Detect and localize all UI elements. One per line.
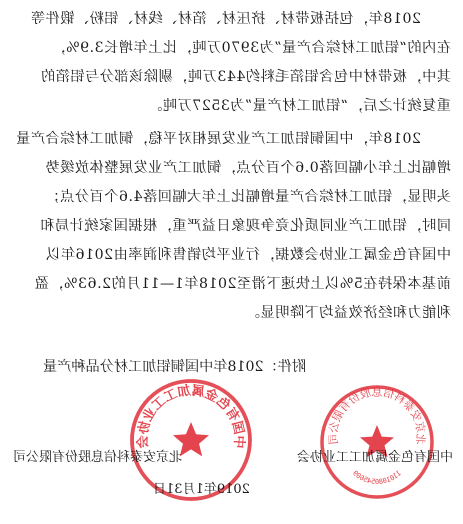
signing-date: 2019年1月31日 — [153, 482, 250, 497]
signer-left: 中国有色金属加工工业协会 — [296, 450, 453, 465]
text-line: 其中，板带材中包含铝箔毛料约443万吨，剔除该部分与铝箔的 — [40, 69, 451, 85]
attachment-note: 附件：2018年中国铜铝加工材分品种产量 — [43, 359, 307, 375]
text-line: 利能力和经济效益均下降明显。 — [245, 305, 451, 321]
signer-right: 北京安泰科信息股份有限公司 — [13, 450, 183, 465]
text-line: 重复统计之后，“铝加工材产量”为3527万吨。 — [147, 98, 451, 114]
text-line: 2018年，中国铜铝加工产业发展相对平稳，铜加工材综合产量 — [15, 131, 421, 147]
text-line: 2018年，包括板带材、挤压材、箔材、线材、铝粉、锻件等 — [30, 11, 421, 27]
seal-ring-text: 中国有色金属加工工业协会 — [135, 383, 247, 449]
paragraph-2 — [11, 125, 451, 328]
text-line: 头明显，铝加工材综合产量增幅比上年大幅回落4.6个百分点； — [45, 189, 451, 205]
text-line: 在内的“铝加工材综合产量”为3970万吨，比上年增长3.9%， — [50, 40, 451, 56]
text-line: 同时，铝加工产业同质化竞争现象日益严重，根据国家统计局和 — [39, 218, 451, 234]
paragraph-1 — [11, 5, 451, 121]
text-line: 增幅比上年小幅回落0.6个百分点，铜加工产业发展整体放缓势 — [45, 160, 451, 176]
signatories — [13, 446, 453, 465]
text-line: 中国有色金属工业协会数据，行业平均销售利润率由2016年以 — [45, 247, 451, 263]
text-line: 前基本保持在5%以上快速下滑至2018年1—11月的2.63%，盈 — [34, 276, 451, 292]
seal-serial: 1101080545609 — [350, 469, 404, 486]
seal-ring-text: 北京安泰科信息股份有限公司 — [326, 385, 428, 446]
